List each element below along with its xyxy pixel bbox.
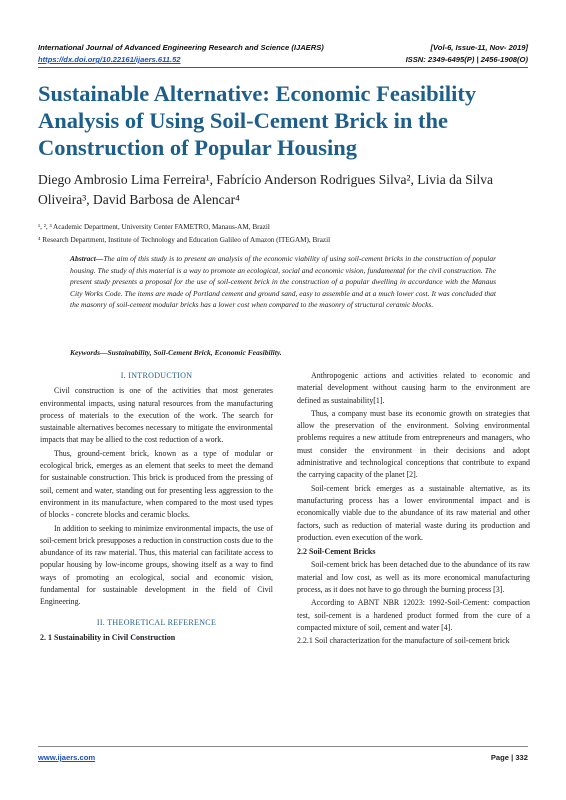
page-number: Page | 332 bbox=[490, 753, 528, 762]
affiliation-2: ⁴ Research Department, Institute of Technology and Education Galileo of Amazon (ITEGAM), Brazil bbox=[38, 236, 331, 244]
paragraph: Civil construction is one of the activities that most generates environmental impacts, using natural resources from the manufacturing process of materials to the execution of the work. The search for sustainable alternatives becomes necessary to mitigate the environmental impacts that may be allied to the cost reduction of a work. bbox=[40, 386, 273, 445]
abstract-label: Abstract— bbox=[70, 254, 104, 263]
subsection-heading: 2.2 Soil-Cement Bricks bbox=[297, 547, 376, 557]
volume-info: [Vol-6, Issue-11, Nov- 2019] bbox=[430, 43, 528, 52]
left-column bbox=[40, 370, 273, 645]
paragraph: Soil-cement brick emerges as a sustainable alternative, as its manufacturing process has a lower environmental impact and is economically viable due to the abundance of its raw material and other factors, such as reduction of material waste during its production and production. even execution of the work. bbox=[297, 483, 530, 542]
affiliation-1: ¹, ², ³ Academic Department, University Center FAMETRO, Manaus-AM, Brazil bbox=[38, 223, 270, 231]
abstract-text: The aim of this study is to present an analysis of the economic viability of using soil-cement bricks in the construction of popular housing. The study of this material is a way to promote an ecological, social and economic vision, fundamental for the civil construction. The present study presents a proposal for the use of soil-cement brick in the construction of a popular dwelling in accordance with the Manaus City Works Code. The items are made of Portland cement and ground sand, easy to assemble and at a much lower cost. It was concluded that the masonry of soil-cement modular bricks has a lower cost when compared to the masonry of structural ceramic blocks. bbox=[70, 254, 496, 309]
paragraph: Soil-cement brick has been detached due to the abundance of its raw material and low cost, as well as its more economical manufacturing process, as it does not have to go through the burning process [3]. bbox=[297, 560, 530, 595]
website-link[interactable]: www.ijaers.com bbox=[38, 753, 96, 762]
subsubsection-heading: 2.2.1 Soil characterization for the manufacture of soil-cement brick bbox=[297, 636, 510, 646]
right-column bbox=[297, 370, 530, 649]
paragraph: Anthropogenic actions and activities related to economic and material development without causing harm to the environment are defined as sustainability[1]. bbox=[297, 371, 530, 405]
journal-header bbox=[38, 43, 528, 52]
paragraph: In addition to seeking to minimize environmental impacts, the use of soil-cement brick presupposes a reduction in construction costs due to the abundance of its raw material. Thus, this material can facilitate access to popular housing by low-income groups, showing itself as a way to find ways of promoting an ecological, social and economic vision, fundamental for sustainable development in the field of Civil Engineering. bbox=[40, 523, 273, 607]
issn-info: ISSN: 2349-6495(P) | 2456-1908(O) bbox=[405, 55, 528, 64]
author-list: Diego Ambrosio Lima Ferreira¹, Fabrício Anderson Rodrigues Silva², Livia da Silva Oliveira³, David Barbosa de Alencar⁴ bbox=[38, 172, 494, 207]
header-rule bbox=[38, 67, 528, 68]
section-heading-theoretical-reference: II. THEORETICAL REFERENCE bbox=[96, 617, 217, 627]
doi-link[interactable]: https://dx.doi.org/10.22161/ijaers.611.52 bbox=[38, 55, 181, 64]
paragraph: Thus, ground-cement brick, known as a type of modular or ecological brick, emerges as an element that seeks to meet the demand for sustainable construction. This brick is produced from the pressing of soil, cement and water, standing out for presenting less aggression to the environment in its manufacture, when compared to the most used types of blocks - concrete blocks and ceramic blocks. bbox=[40, 448, 273, 520]
paper-title: Sustainable Alternative: Economic Feasibility Analysis of Using Soil-Cement Brick in the Construction of Popular Housing bbox=[38, 81, 477, 160]
paragraph: Thus, a company must base its economic growth on strategies that allow the preservation of the environment. Solving environmental problems requires a new attitude from entrepreneurs and managers, who must consider the environment in their decisions and adopt administrative and technological conceptions that contribute to expand the carrying capacity of the planet [2]. bbox=[297, 408, 530, 480]
page-footer bbox=[38, 746, 528, 762]
doi-header bbox=[38, 55, 528, 64]
journal-name: International Journal of Advanced Engineering Research and Science (IJAERS) bbox=[38, 43, 324, 52]
subsection-heading: 2. 1 Sustainability in Civil Construction bbox=[40, 632, 176, 642]
paragraph: According to ABNT NBR 12023: 1992-Soil-Cement: compaction test, soil-cement is a hardened product formed from the cure of a compacted mixture of soil, cement and water [4]. bbox=[297, 598, 530, 632]
abstract bbox=[70, 253, 496, 311]
section-heading-introduction: I. INTRODUCTION bbox=[120, 371, 193, 380]
keywords: Keywords—Sustainability, Soil-Cement Brick, Economic Feasibility. bbox=[70, 348, 282, 357]
